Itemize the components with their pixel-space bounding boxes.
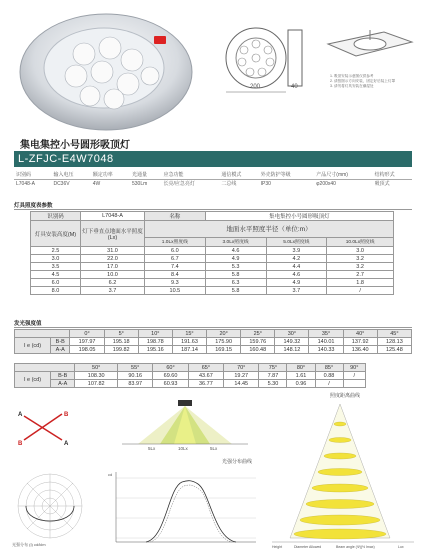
- width-dimension: 200: [250, 84, 261, 90]
- illum-value-cell: 3.7: [266, 287, 327, 295]
- angle-header-row: [15, 330, 412, 338]
- intensity-value-cell: 195.16: [138, 346, 172, 354]
- intensity-value-cell: [343, 380, 365, 388]
- polar-caption: 光强分布 (Ι) cd/klm: [12, 542, 46, 547]
- intensity-row: [15, 380, 366, 388]
- intensity-value-cell: 108.30: [75, 372, 118, 380]
- illum-value-cell: 10.5: [145, 287, 206, 295]
- intensity-value-cell: 140.01: [309, 338, 343, 346]
- product-title: 集电集控小号圆形吸顶灯: [20, 140, 130, 151]
- angle-cell: 60°: [153, 364, 188, 372]
- illum-value-cell: 10.0: [81, 271, 145, 279]
- illum-value-cell: 4.9: [205, 255, 266, 263]
- illum-value-cell: 3.2: [327, 263, 394, 271]
- angle-corner-cell: [15, 330, 70, 338]
- intensity-value-cell: 7.87: [259, 372, 287, 380]
- intensity-value-cell: 90.16: [118, 372, 153, 380]
- intensity-value-cell: 187.14: [172, 346, 206, 354]
- angle-cell: 20°: [207, 330, 241, 338]
- cone-footer-beam: Beam angle (Ψ)(½ Imax): [336, 545, 375, 549]
- intensity-table-1: [14, 329, 412, 354]
- illum-value-cell: 17.0: [81, 263, 145, 271]
- label-b-top: B: [64, 412, 69, 418]
- depth-dimension: 40: [291, 84, 298, 90]
- illum-section-title: 灯具照度表参数: [14, 201, 412, 210]
- install-height-cell: 3.5: [31, 263, 81, 271]
- intensity-value-cell: 149.32: [275, 338, 309, 346]
- intensity-value-cell: 159.76: [241, 338, 275, 346]
- intensity-value-cell: 136.40: [343, 346, 377, 354]
- beam-10lx: 10Lx: [178, 446, 188, 450]
- angle-cell: 80°: [287, 364, 315, 372]
- intensity-value-cell: 148.12: [275, 346, 309, 354]
- angle-cell: 40°: [343, 330, 377, 338]
- illum-value-cell: 3.9: [266, 247, 327, 255]
- plane-name-cell: B-B: [51, 338, 70, 346]
- illum-row: [31, 271, 394, 279]
- illum-row: [31, 279, 394, 287]
- beam-5lx-right: 5Lx: [210, 446, 218, 450]
- intensity-value-cell: 60.93: [153, 380, 188, 388]
- illum-value-cell: 3.2: [327, 255, 394, 263]
- illum-value-cell: 1.8: [327, 279, 394, 287]
- label-a-bottom: A: [64, 441, 69, 446]
- illum-value-cell: 6.0: [145, 247, 206, 255]
- angle-cell: 25°: [241, 330, 275, 338]
- illum-row: [31, 287, 394, 295]
- intensity-value-cell: 195.18: [104, 338, 138, 346]
- angle-cell: 85°: [315, 364, 343, 372]
- angle-cell: 45°: [377, 330, 411, 338]
- indicator-icon: [154, 36, 166, 44]
- illum-value-cell: 4.2: [266, 255, 327, 263]
- illum-value-cell: 6.7: [145, 255, 206, 263]
- intensity-value-cell: 198.05: [70, 346, 104, 354]
- intensity-row: [15, 372, 366, 380]
- illum-value-cell: 4.6: [205, 247, 266, 255]
- curve-axis-label: cd: [108, 472, 113, 477]
- intensity-value-cell: 198.78: [138, 338, 172, 346]
- install-height-cell: 4.5: [31, 271, 81, 279]
- intensity-value-cell: 107.82: [75, 380, 118, 388]
- illum-value-cell: 4.6: [266, 271, 327, 279]
- cone-footer-lux: Lux: [398, 545, 404, 549]
- angle-cell: 35°: [309, 330, 343, 338]
- angle-cell: 55°: [118, 364, 153, 372]
- intensity-value-cell: /: [315, 380, 343, 388]
- product-photo: [14, 4, 194, 134]
- cone-title: 照度距离曲线: [330, 393, 361, 399]
- angle-header-row: [15, 364, 366, 372]
- angle-cell: 10°: [138, 330, 172, 338]
- intensity-unit-label: I e (cd): [15, 372, 51, 388]
- intensity-value-cell: 69.60: [153, 372, 188, 380]
- intensity-value-cell: 191.63: [172, 338, 206, 346]
- intensity-value-cell: 1.61: [287, 372, 315, 380]
- intensity-value-cell: 0.96: [287, 380, 315, 388]
- polar-diagram: [10, 470, 92, 550]
- intensity-value-cell: 160.48: [241, 346, 275, 354]
- illum-row: [31, 247, 394, 255]
- illum-value-cell: 5.8: [205, 287, 266, 295]
- intensity-value-cell: 5.30: [259, 380, 287, 388]
- cone-diagram: [270, 400, 416, 550]
- intensity-value-cell: 140.33: [309, 346, 343, 354]
- intensity-value-cell: 19.27: [224, 372, 259, 380]
- illum-value-cell: 31.0: [81, 247, 145, 255]
- angle-cell: 75°: [259, 364, 287, 372]
- intensity-value-cell: 175.90: [207, 338, 241, 346]
- plane-name-cell: B-B: [51, 372, 75, 380]
- model-banner: L-ZFJC-E4W7048: [14, 151, 412, 167]
- distribution-curve: [106, 468, 264, 552]
- illum-value-cell: 6.3: [205, 279, 266, 287]
- intensity-value-cell: 14.45: [224, 380, 259, 388]
- beam-diagram: [118, 400, 254, 450]
- intensity-section-title: 发光强度值: [14, 319, 412, 328]
- cone-footer-height: Height: [272, 545, 283, 549]
- direction-diagram: [16, 408, 72, 446]
- illum-value-cell: 9.3: [145, 279, 206, 287]
- install-height-cell: 6.0: [31, 279, 81, 287]
- illum-value-cell: 7.4: [145, 263, 206, 271]
- spec-table: 识别码 输入电压 额定功率 光通量 应急功能 通信模式 外壳防护等级 产品尺寸(mm) 结构形式 L7048-A DC36V 4W 530Lm 长亮/应急亮灯 二总线 IP30 φ200x40 吸顶式: [14, 170, 412, 188]
- angle-cell: 15°: [172, 330, 206, 338]
- cone-footer-diameter: Diameter Allowed: [294, 545, 322, 549]
- illum-table: 识别码 L7048-A 名称 集电集控小号圆形吸顶灯 灯具安装高度(M) 灯下垂直点地面水平照度(Lx) 地面水平照度半径（单位:m） 1.0Lx照度线 3.0Lx照度线 5.0Lx照度线 10.0Lx照度线 2.5 31.0 6.0 4.6 3.9 3.0 3.0 22.0 6.7 4.9 4.2 3.2 3.5 17.0 7.4 5.3 4.4 3.2 4.5 10.0 8.4 5.8 4.6 2.7 6.0 6.2 9.3 6.3 4.9 1.8 8.0 3.7 10.5 5.8 3.7 /: [30, 211, 394, 295]
- angle-cell: 50°: [75, 364, 118, 372]
- angle-cell: 30°: [275, 330, 309, 338]
- intensity-value-cell: 43.67: [188, 372, 223, 380]
- intensity-value-cell: 125.48: [377, 346, 411, 354]
- intensity-unit-label: I e (cd): [15, 338, 51, 354]
- intensity-value-cell: 83.97: [118, 380, 153, 388]
- angle-cell: 90°: [343, 364, 365, 372]
- intensity-table-2: [14, 363, 366, 388]
- illum-value-cell: 5.3: [205, 263, 266, 271]
- intensity-value-cell: 197.97: [70, 338, 104, 346]
- intensity-row: [15, 338, 412, 346]
- intensity-row: [15, 346, 412, 354]
- intensity-value-cell: 0.88: [315, 372, 343, 380]
- illum-value-cell: 8.4: [145, 271, 206, 279]
- label-a-top: A: [18, 412, 23, 418]
- plane-name-cell: A-A: [51, 380, 75, 388]
- install-sketch: [324, 28, 416, 70]
- intensity-value-cell: /: [343, 372, 365, 380]
- illum-row: [31, 263, 394, 271]
- illum-value-cell: 2.7: [327, 271, 394, 279]
- install-height-cell: 2.5: [31, 247, 81, 255]
- angle-cell: 70°: [224, 364, 259, 372]
- angle-corner-cell: [15, 364, 75, 372]
- beam-5lx-left: 5Lx: [148, 446, 156, 450]
- illum-value-cell: 3.7: [81, 287, 145, 295]
- plane-name-cell: A-A: [51, 346, 70, 354]
- install-notes: 1. 吸顶安装示意图仅供参考 2. 请按图示方向安装，固定好后装上灯罩 3. 请勿将灯具安装在潮湿处: [330, 74, 396, 88]
- install-height-cell: 3.0: [31, 255, 81, 263]
- label-b-bottom: B: [18, 441, 23, 446]
- illum-value-cell: 3.0: [327, 247, 394, 255]
- illum-value-cell: 6.2: [81, 279, 145, 287]
- curve-title: 光强分布曲线: [222, 459, 253, 465]
- intensity-value-cell: 36.77: [188, 380, 223, 388]
- intensity-value-cell: 128.13: [377, 338, 411, 346]
- install-height-cell: 8.0: [31, 287, 81, 295]
- intensity-value-cell: 137.92: [343, 338, 377, 346]
- intensity-value-cell: 199.82: [104, 346, 138, 354]
- illum-value-cell: 5.8: [205, 271, 266, 279]
- illum-value-cell: 22.0: [81, 255, 145, 263]
- angle-cell: 65°: [188, 364, 223, 372]
- illum-row: [31, 255, 394, 263]
- intensity-value-cell: 169.15: [207, 346, 241, 354]
- illum-value-cell: 4.9: [266, 279, 327, 287]
- illum-value-cell: /: [327, 287, 394, 295]
- angle-cell: 0°: [70, 330, 104, 338]
- illum-value-cell: 4.4: [266, 263, 327, 271]
- angle-cell: 5°: [104, 330, 138, 338]
